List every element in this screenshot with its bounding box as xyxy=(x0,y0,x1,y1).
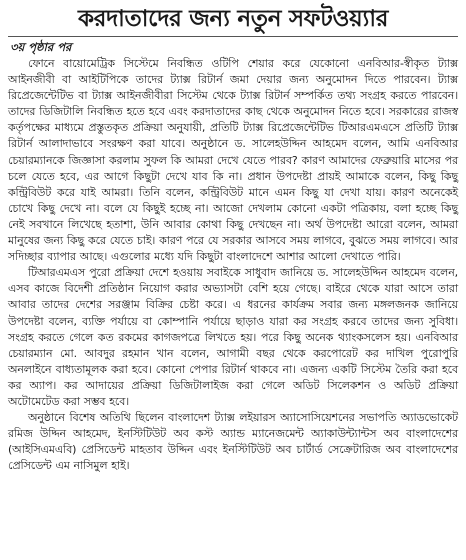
continued-from-label: ৩য় পৃষ্ঠার পর xyxy=(10,40,72,54)
paragraph-3: অনুষ্ঠানে বিশেষ অতিথি ছিলেন বাংলাদেশ ট্যাক্স লইয়ারস অ্যাসোসিয়েশনের সভাপতি অ্যাডভোকেট রমিজ উদ্দিন আহমেদ, ইনস্টিটিউট অব কস্ট অ্যান্ড ম্যানেজমেন্ট অ্যাকাউন্ট্যান্টস অব বাংলাদেশের (আইসিএমএবি) প্রেসিডেন্ট মাহতাব উদ্দিন এবং ইনস্টিটিউট অব চার্টার্ড সেক্রেটারিজ অব বাংলাদেশের প্রেসিডেন্ট এম নাসিমুল হাই। xyxy=(8,411,458,473)
paragraph-2: টিআরএমএস পুরো প্রক্রিয়া দেশে হওয়ায় সবাইকে সাধুবাদ জানিয়ে ড. সালেহউদ্দিন আহমেদ বলেন, এসব কাজে বিদেশী প্রতিষ্ঠান নিয়োগ করার অভ্যাসটা বেশি হয়ে গেছে। বাইরে থেকে যারা আসে তারা আবার তাদের দেশের সরঞ্জাম বিক্রির চেষ্টা করে। এ ধরনের কার্যক্রম সবার জন্য মঙ্গলজনক জানিয়ে উপদেষ্টা বলেন, ব্যক্তি পর্যায়ে বা কোম্পানি পর্যায়ে ছাড়াও যারা কর সংগ্রহ করবে তাদের জন্য সুবিধা। সংগ্রহ করতে গেলে কত রকমের কাগজপত্রে লিখতে হয়। পরে কিছু অনেক থ্যাংকসলেস হয়। এনবিআর চেয়ারম্যান মো. আবদুর রহমান খান বলেন, আগামী বছর থেকে করপোরেট কর দাখিল পুরোপুরি অনলাইনে বাধ্যতামূলক করা হবে। কোনো পেপার রিটার্ন থাকবে না। এজন্য একটি সিস্টেম তৈরি করা হবে কর অ্যাপ। কর আদায়ের প্রক্রিয়া ডিজিটালাইজ করা গেলে অডিট সিলেকশন ও অডিট প্রক্রিয়া অটোমেটেড করা সম্ভব হবে। xyxy=(8,266,458,408)
headline-divider xyxy=(8,36,458,37)
article-body xyxy=(8,56,458,474)
headline: করদাতাদের জন্য নতুন সফটওয়্যার xyxy=(77,6,389,32)
paragraph-1: ফোনে বায়োমেট্রিক সিস্টেমে নিবন্ধিত ওটিপি শেয়ার করে যেকোনো এনবিআর-স্বীকৃত ট্যাক্স আইনজীবী বা আইটিপিকে তাদের ট্যাক্স রিটার্ন জমা দেয়ার জন্য অনুমোদন দিতে পারবেন। ট্যাক্স রিপ্রেজেন্টেটিভ বা ট্যাক্স আইনজীবীরা সিস্টেম থেকে ট্যাক্স রিটার্ন সম্পর্কিত তথ্য সংগ্রহ করতে পারবেন। তাদের ডিজিটালি নিবন্ধিত হতে হবে এবং করদাতাদের কাছ থেকে অনুমোদন নিতে হবে। সরকারের রাজস্ব কর্তৃপক্ষের মাধ্যমে প্রস্তুতকৃত প্রক্রিয়া অনুযায়ী, প্রতিটি ট্যাক্স রিপ্রেজেন্টেটিভ টিআরএমএসে প্রতিটি ট্যাক্স রিটার্ন আলাদাভাবে সংরক্ষণ করা যাবে। অনুষ্ঠানে ড. সালেহউদ্দিন আহমেদ বলেন, আমি এনবিআর চেয়ারম্যানকে জিজ্ঞাসা করলাম সুফল কি আমরা দেখে যেতে পারব? কারণ আমাদের ফেব্রুয়ারি মাসের পর চলে যেতে হবে, এর আগে কিছুটা দেখে যাব কি না। প্রধান উপদেষ্টা প্রায়ই আমাকে বলেন, কিছু কিছু কন্ট্রিবিউট করে যাই আমরা। তিনি বলেন, কন্ট্রিবিউট মানে এমন কিছু যা দেখা যায়। কারণ অনেকেই চোখে কিছু দেখে না। বলে যে কিছুই হচ্ছে না। আজো দেখলাম কোনো একটা পত্রিকায়, বলা হচ্ছে কিছু নেই সবখানে লিখেছে হতাশা, উনি আবার কোথা কিছু দেখছেন না। অর্থ উপদেষ্টা আরো বলেন, আমরা মানুষের জন্য কিছু করে যেতে চাই। কারণ পরে যে সরকার আসবে সময় লাগবে, বুঝতে সময় লাগবে। আর সদিচ্ছার ব্যাপার আছে। এগুলোর মধ্যে যদি কিছুটা বাংলাদেশে আশার আলো দেখাতে পারি। xyxy=(8,57,458,264)
